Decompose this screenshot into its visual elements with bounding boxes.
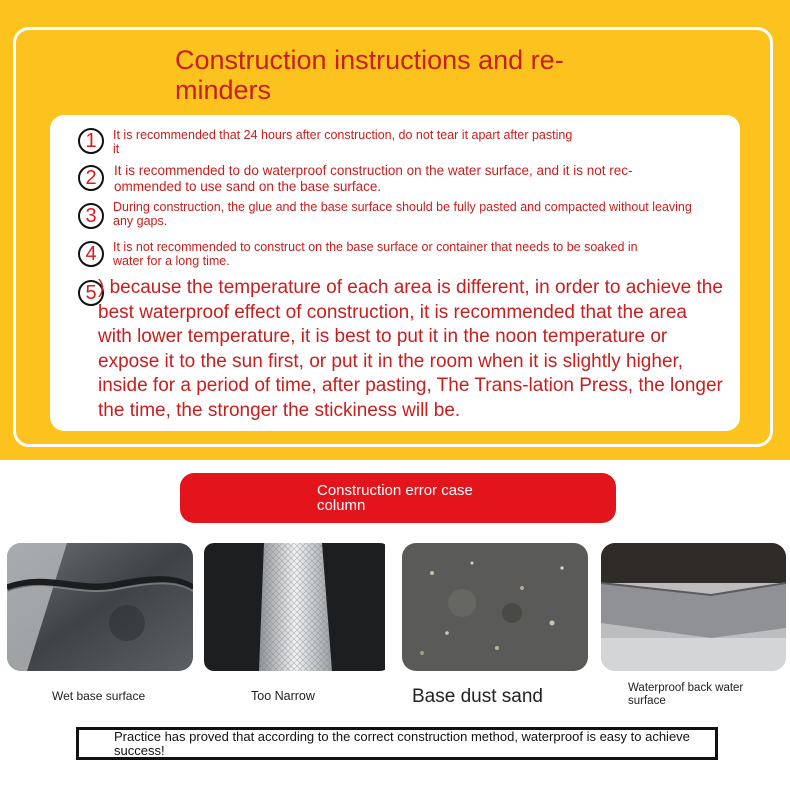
instruction-4-text: It is not recommended to construct on the base surface or container that needs to be soaked in water for a long time. bbox=[113, 240, 638, 268]
instruction-5-text: ) because the temperature of each area is different, in order to achieve the best waterproof effect of construction, it is recommended that the area with lower temperature, it is best to put it in the noon temperature or expose it to the sun first, or put it in the room when it is slightly higher, inside for a period of time, after pasting, The Trans-lation Press, the longer the time, the stronger the stickiness will be. bbox=[98, 277, 723, 421]
footer-text: Practice has proved that according to the correct construction method, waterproof is easy to achieve success! bbox=[114, 729, 690, 758]
back-water-photo bbox=[601, 543, 786, 671]
number-3-icon: 3 bbox=[78, 203, 104, 229]
case-1-caption: Wet base surface bbox=[52, 689, 146, 703]
case-3-caption: Base dust sand bbox=[412, 686, 543, 707]
instruction-1-text: It is recommended that 24 hours after construction, do not tear it apart after pasting it bbox=[113, 128, 573, 156]
error-case-banner bbox=[180, 473, 616, 523]
page-title: Construction instructions and re-minders bbox=[175, 45, 564, 105]
footer-box bbox=[76, 727, 718, 760]
case-4-caption: Waterproof back water surface bbox=[628, 682, 744, 707]
instruction-3-text: During construction, the glue and the base surface should be fully pasted and compacted without leaving any gaps. bbox=[113, 200, 692, 228]
number-5-icon: 5 bbox=[78, 280, 104, 306]
error-case-label: Construction error case column bbox=[317, 482, 473, 514]
number-1-icon: 1 bbox=[78, 128, 104, 154]
instruction-2-text: It is recommended to do waterproof construction on the water surface, and it is not rec-ommended to use sand on the base surface. bbox=[114, 163, 633, 194]
number-4-icon: 4 bbox=[78, 241, 104, 267]
number-2-icon: 2 bbox=[78, 165, 104, 191]
too-narrow-photo bbox=[204, 543, 390, 671]
wet-base-photo bbox=[7, 543, 193, 671]
case-2-caption: Too Narrow bbox=[251, 689, 315, 703]
dust-sand-photo bbox=[402, 543, 588, 671]
